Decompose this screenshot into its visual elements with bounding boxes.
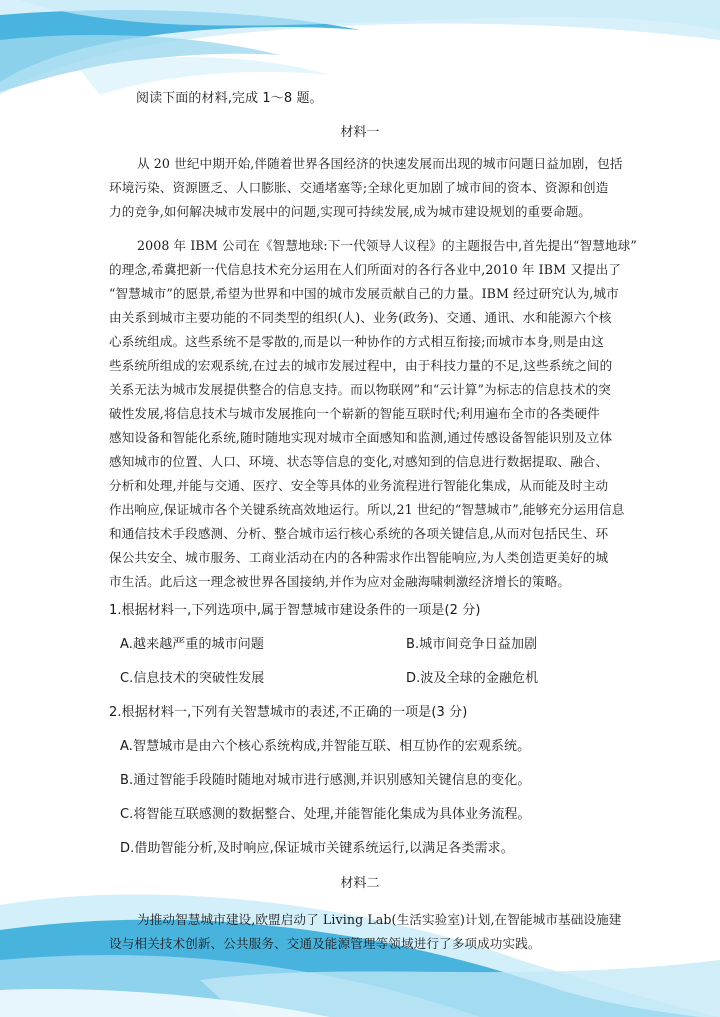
material1-para2-line1: 2008 年 IBM 公司在《智慧地球:下一代领导人议程》的主题报告中,首先提出“智慧地球”: [137, 238, 637, 253]
material1-para2-line2: 的理念,希冀把新一代信息技术充分运用在人们所面对的各行各业中,2010 年 IBM 又提出了: [109, 262, 621, 277]
material1-para2-line15: 市生活。此后这一理念被世界各国接纳,并作为应对金融海啸刺激经济增长的策略。: [109, 574, 571, 589]
material2-para1-line2: 设与相关技术创新、公共服务、交通及能源管理等领域进行了多项成功实践。: [109, 936, 541, 951]
material1-para1-line2: 环境污染、资源匮乏、人口膨胀、交通堵塞等;全球化更加剧了城市间的资本、资源和创造: [109, 180, 609, 195]
material1-para2-line10: 感知城市的位置、人口、环境、状态等信息的变化,对感知到的信息进行数据提取、融合、: [109, 454, 609, 469]
material1-para2-line11: 分析和处理,并能与交通、医疗、安全等具体的业务流程进行智能化集成，从而能及时主动: [109, 478, 609, 493]
question2-option-b: B.通过智能手段随时随地对城市进行感测,并识别感知关键信息的变化。: [120, 773, 531, 788]
material1-para2-line4: 由关系到城市主要功能的不同类型的组织(人)、业务(政务)、交通、通讯、水和能源六个核: [109, 310, 612, 325]
material1-para2-line12: 作出响应,保证城市各个关键系统高效地运行。所以,21 世纪的“智慧城市”,能够充分运用信息: [109, 502, 625, 517]
material1-para2-line5: 心系统组成。这些系统不是零散的,而是以一种协作的方式相互衔接;而城市本身,则是由这: [109, 334, 604, 349]
material2-para1-line1: 为推动智慧城市建设,欧盟启动了 Living Lab(生活实验室)计划,在智能城市基础设施建: [137, 912, 622, 927]
material1-heading: 材料一: [340, 125, 380, 140]
material1-para2-line3: “智慧城市”的愿景,希望为世界和中国的城市发展贡献自己的力量。IBM 经过研究认为,城市: [109, 286, 619, 301]
question1-option-c: C.信息技术的突破性发展: [120, 671, 265, 686]
question2-option-c: C.将智能互联感测的数据整合、处理,并能智能化集成为具体业务流程。: [120, 807, 531, 822]
intro-instruction: 阅读下面的材料,完成 1～8 题。: [136, 91, 323, 106]
question1-stem: 1.根据材料一,下列选项中,属于智慧城市建设条件的一项是(2 分): [109, 603, 481, 618]
question1-option-b: B.城市间竞争日益加剧: [406, 637, 538, 652]
question1-option-d: D.波及全球的金融危机: [406, 671, 539, 686]
material1-para2-line9: 感知设备和智能化系统,随时随地实现对城市全面感知和监测,通过传感设备智能识别及立体: [109, 430, 613, 445]
material1-para1-line3: 力的竞争,如何解决城市发展中的问题,实现可持续发展,成为城市建设规划的重要命题。: [109, 204, 591, 219]
question2-stem: 2.根据材料一,下列有关智慧城市的表述,不正确的一项是(3 分): [109, 705, 468, 720]
material1-para2-line6: 些系统所组成的宏观系统,在过去的城市发展过程中，由于科技力量的不足,这些系统之间的: [109, 358, 613, 373]
material1-para2-line8: 破性发展,将信息技术与城市发展推向一个崭新的智能互联时代;利用遍布全市的各类硬件: [109, 406, 600, 421]
material1-para2-line7: 关系无法为城市发展提供整合的信息支持。而以物联网”和“云计算”为标志的信息技术的突: [109, 382, 611, 397]
question2-option-a: A.智慧城市是由六个核心系统构成,并智能互联、相互协作的宏观系统。: [120, 739, 531, 754]
material1-para1-line1: 从 20 世纪中期开始,伴随着世界各国经济的快速发展而出现的城市问题日益加剧，包括: [137, 156, 623, 171]
material1-para2-line13: 和通信技术手段感测、分析、整合城市运行核心系统的各项关键信息,从而对包括民生、环: [109, 526, 609, 541]
question2-option-d: D.借助智能分析,及时响应,保证城市关键系统运行,以满足各类需求。: [120, 841, 514, 856]
material1-para2-line14: 保公共安全、城市服务、工商业活动在内的各种需求作出智能响应,为人类创造更美好的城: [109, 550, 609, 565]
material2-heading: 材料二: [340, 876, 380, 891]
question1-option-a: A.越来越严重的城市问题: [120, 637, 264, 652]
